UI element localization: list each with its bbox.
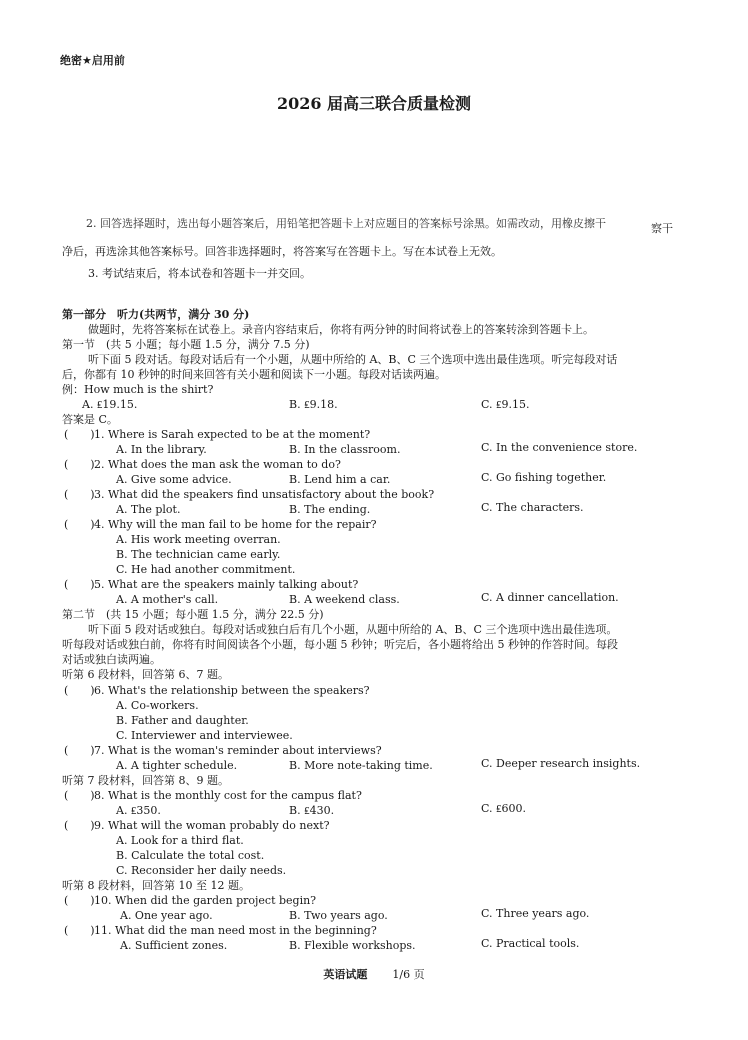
answer-blank: ( ) [64, 488, 95, 501]
question-8-option-a: A. ₤350. [116, 804, 161, 817]
answer-blank: ( ) [64, 518, 95, 531]
question-5-stem: 5. What are the speakers mainly talking about? [94, 578, 359, 591]
notice-line-3: 3. 考试结束后，将本试卷和答题卡一并交回。 [88, 267, 311, 280]
question-11-stem: 11. What did the man need most in the beginning? [94, 924, 377, 937]
question-5-option-c: C. A dinner cancellation. [481, 591, 619, 604]
question-4-stem: 4. Why will the man fail to be home for the repair? [94, 518, 377, 531]
question-6-option-b: B. Father and daughter. [116, 714, 249, 727]
question-11-option-c: C. Practical tools. [481, 937, 580, 950]
answer-blank: ( ) [64, 578, 95, 591]
question-5-option-a: A. A mother's call. [116, 593, 219, 606]
footer-page-number: 1/6 页 [392, 968, 425, 981]
question-4-option-a: A. His work meeting overran. [116, 533, 281, 546]
question-7-option-a: A. A tighter schedule. [116, 759, 238, 772]
question-1-option-a: A. In the library. [116, 443, 207, 456]
confidential-label: 绝密★启用前 [60, 54, 125, 67]
exam-title: 2026 届高三联合质量检测 [276, 94, 472, 113]
question-8-stem: 8. What is the monthly cost for the campus flat? [94, 789, 362, 802]
section2-intro-line2: 听每段对话或独白前，你将有时间阅读各个小题，每小题 5 秒钟；听完后，各小题将给出 5 秒钟的作答时间。每段 [62, 638, 618, 651]
part1-heading: 第一部分 听力(共两节，满分 30 分) [62, 308, 250, 321]
example-question: 例：How much is the shirt? [62, 383, 214, 396]
question-3-stem: 3. What did the speakers find unsatisfactory about the book? [94, 488, 435, 501]
question-7-option-b: B. More note-taking time. [289, 759, 433, 772]
section1-heading: 第一节 (共 5 小题；每小题 1.5 分，满分 7.5 分) [62, 338, 310, 351]
answer-blank: ( ) [64, 744, 95, 757]
question-9-option-b: B. Calculate the total cost. [116, 849, 265, 862]
question-3-option-b: B. The ending. [289, 503, 371, 516]
clipped-notice-tail: 察干 [651, 222, 673, 235]
question-7-option-c: C. Deeper research insights. [481, 757, 641, 770]
example-answer: 答案是 C。 [62, 413, 118, 426]
question-9-option-a: A. Look for a third flat. [116, 834, 244, 847]
question-9-stem: 9. What will the woman probably do next? [94, 819, 330, 832]
example-option-a: A. ₤19.15. [82, 398, 138, 411]
question-1-option-c: C. In the convenience store. [481, 441, 638, 454]
section2-intro-line1: 听下面 5 段对话或独白。每段对话或独白后有几个小题，从题中所给的 A、B、C 三个选项中选出最佳选项。 [88, 623, 618, 636]
question-6-option-a: A. Co-workers. [116, 699, 199, 712]
answer-blank: ( ) [64, 924, 95, 937]
question-8-option-c: C. ₤600. [481, 802, 527, 815]
page-footer [0, 968, 748, 982]
question-6-option-c: C. Interviewer and interviewee. [116, 729, 293, 742]
section1-intro-line2: 后，你都有 10 秒钟的时间来回答有关小题和阅读下一小题。每段对话读两遍。 [62, 368, 446, 381]
question-10-option-b: B. Two years ago. [289, 909, 388, 922]
question-3-option-a: A. The plot. [116, 503, 181, 516]
example-option-b: B. ₤9.18. [289, 398, 338, 411]
question-7-stem: 7. What is the woman's reminder about interviews? [94, 744, 382, 757]
question-2-option-c: C. Go fishing together. [481, 471, 607, 484]
part1-intro: 做题时，先将答案标在试卷上。录音内容结束后，你将有两分钟的时间将试卷上的答案转涂到答题卡上。 [88, 323, 594, 336]
answer-blank: ( ) [64, 458, 95, 471]
material-7-instruction: 听第 7 段材料，回答第 8、9 题。 [62, 774, 229, 787]
material-6-instruction: 听第 6 段材料，回答第 6、7 题。 [62, 668, 229, 681]
answer-blank: ( ) [64, 819, 95, 832]
question-1-stem: 1. Where is Sarah expected to be at the moment? [94, 428, 371, 441]
question-5-option-b: B. A weekend class. [289, 593, 400, 606]
question-3-option-c: C. The characters. [481, 501, 584, 514]
notice-line-2: 净后，再选涂其他答案标号。回答非选择题时，将答案写在答题卡上。写在本试卷上无效。 [62, 245, 502, 258]
question-4-option-c: C. He had another commitment. [116, 563, 296, 576]
question-1-option-b: B. In the classroom. [289, 443, 401, 456]
question-9-option-c: C. Reconsider her daily needs. [116, 864, 287, 877]
example-option-c: C. ₤9.15. [481, 398, 530, 411]
question-6-stem: 6. What's the relationship between the speakers? [94, 684, 370, 697]
question-2-option-a: A. Give some advice. [116, 473, 232, 486]
material-8-instruction: 听第 8 段材料，回答第 10 至 12 题。 [62, 879, 250, 892]
footer-subject: 英语试题 [323, 968, 368, 981]
question-2-stem: 2. What does the man ask the woman to do? [94, 458, 341, 471]
clipped-notice-line: 2. 回答选择题时，选出每小题答案后，用铅笔把答题卡上对应题目的答案标号涂黑。如需改动，用橡皮擦干 [86, 217, 606, 230]
section2-intro-line3: 对话或独白读两遍。 [62, 653, 161, 666]
answer-blank: ( ) [64, 428, 95, 441]
section1-intro-line1: 听下面 5 段对话。每段对话后有一个小题，从题中所给的 A、B、C 三个选项中选出最佳选项。听完每段对话 [88, 353, 618, 366]
question-10-option-c: C. Three years ago. [481, 907, 590, 920]
question-10-stem: 10. When did the garden project begin? [94, 894, 317, 907]
question-2-option-b: B. Lend him a car. [289, 473, 391, 486]
answer-blank: ( ) [64, 789, 95, 802]
question-10-option-a: A. One year ago. [120, 909, 213, 922]
section2-heading: 第二节 (共 15 小题；每小题 1.5 分，满分 22.5 分) [62, 608, 324, 621]
answer-blank: ( ) [64, 894, 95, 907]
question-11-option-b: B. Flexible workshops. [289, 939, 416, 952]
answer-blank: ( ) [64, 684, 95, 697]
question-8-option-b: B. ₤430. [289, 804, 335, 817]
question-4-option-b: B. The technician came early. [116, 548, 281, 561]
question-11-option-a: A. Sufficient zones. [120, 939, 228, 952]
